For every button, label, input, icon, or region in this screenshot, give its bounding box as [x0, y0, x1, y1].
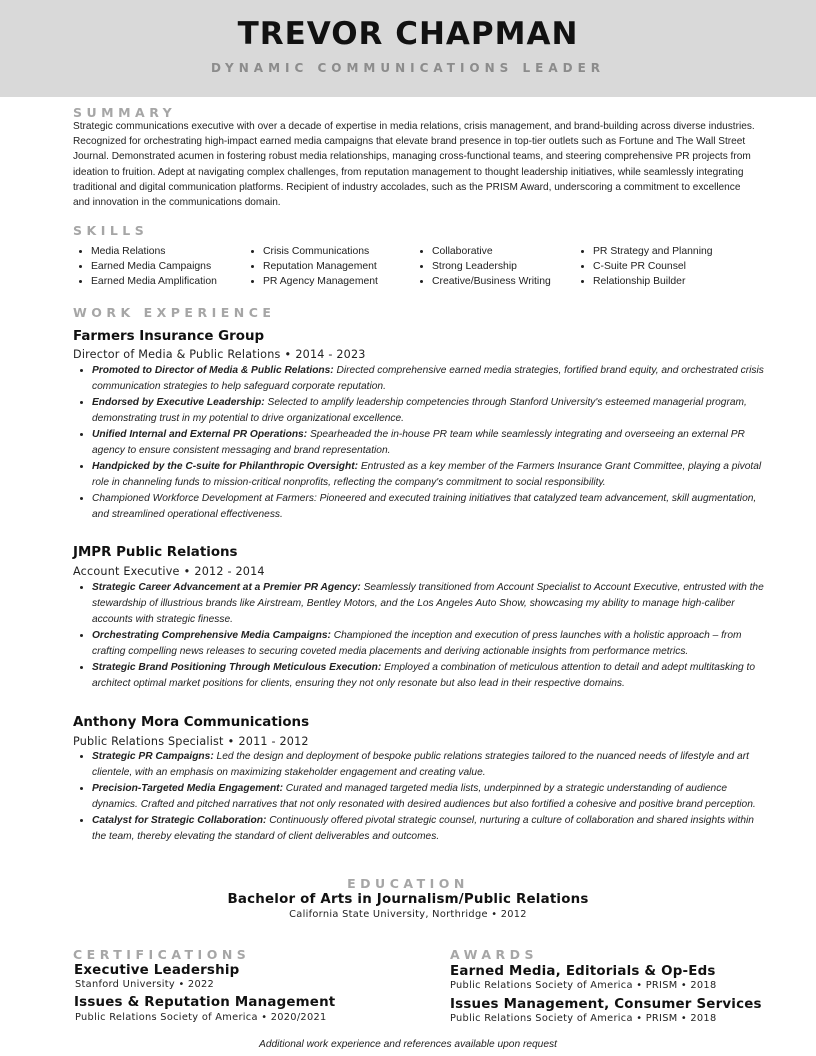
skill-item: • PR Strategy and Planning [593, 244, 713, 259]
skill-item: • Collaborative [432, 244, 551, 259]
bullet-lead: Unified Internal and External PR Operations: [92, 429, 308, 440]
bullet-text: Curated and managed targeted media lists, underpinned by a strategic understanding of audience dynamics. Crafted and pitched narratives that not only resonated with desired audiences but also fortified a cohesive and positive brand perception. [92, 783, 756, 810]
bullet-lead: Promoted to Director of Media & Public Relations: [92, 365, 334, 376]
education-title: EDUCATION [347, 876, 469, 891]
job-role-line [73, 735, 309, 748]
job-bullets [73, 363, 764, 523]
job-bullet [92, 781, 764, 813]
bullet-lead: Strategic Brand Positioning Through Meticulous Execution: [92, 662, 382, 673]
bullet-text: Employed a combination of meticulous attention to detail and adept multitasking to architect optimal market positions for clients, ensuring they not only resonate but also lead in their respective domains. [92, 662, 755, 689]
bullet-text: Selected to amplify leadership competencies through Stanford University's esteemed managerial program, demonstrating trust in my potential to drive organizational excellence. [92, 397, 747, 424]
bullet-lead: Handpicked by the C-suite for Philanthropic Oversight: [92, 461, 359, 472]
education-degree: Bachelor of Arts in Journalism/Public Relations [227, 892, 589, 907]
bullet-lead: Strategic PR Campaigns: [92, 751, 214, 762]
award-detail: Public Relations Society of America • PRISM • 2018 [450, 1013, 717, 1024]
job-bullet [92, 580, 764, 628]
job-bullet [92, 660, 764, 692]
skill-item: • Strong Leadership [432, 259, 551, 274]
skill-item: • Crisis Communications [263, 244, 378, 259]
job-company: Farmers Insurance Group [73, 329, 265, 344]
skill-item: • Media Relations [91, 244, 217, 259]
role-separator: • [183, 565, 191, 578]
job-bullet [92, 491, 764, 523]
job-company: JMPR Public Relations [73, 545, 238, 560]
bullet-text: Continuously offered pivotal strategic counsel, nurturing a culture of collaboration and shared insights within the team, thereby elevating the standard of client deliverables and outcomes. [92, 815, 754, 842]
bullet-text: Spearheaded the in-house PR team while seamlessly integrating and overseeing an external PR agency to ensure consistent messaging and brand representation. [92, 429, 745, 456]
bullet-text: Championed the inception and execution of press launches with a holistic approach – from crafting compelling news releases to securing coveted media placements and deriving actionable insights from performance metrics. [92, 630, 742, 657]
bullet-lead: Orchestrating Comprehensive Media Campaigns: [92, 630, 331, 641]
skill-item: • Creative/Business Writing [432, 274, 551, 289]
skill-item: • Earned Media Campaigns [91, 259, 217, 274]
certification-name: Executive Leadership [74, 963, 240, 978]
bullet-text: Directed comprehensive earned media strategies, fortified brand equity, and orchestrated crisis communication strategies to help safeguard corporate reputation. [92, 365, 764, 392]
bullet-text: Championed Workforce Development at Farmers: Pioneered and executed training initiatives that catalyzed team advancement, skill augmentation, and streamlined operational effectiveness. [92, 493, 757, 520]
skills-title: SKILLS [73, 223, 149, 238]
role-separator: • [284, 348, 292, 361]
summary-text: Strategic communications executive with over a decade of expertise in media relations, crisis management, and brand-building across diverse industries. Recognized for orchestrating high-impact earned media campaigns that elevate brand presence in top-tier outlets such as Fortune and The Wall Street Journal. Demonstrated acumen in fostering robust media relationships, managing cross-functional teams, and steering comprehensive PR projects from ideation to fruition. Adept at navigating complex challenges, from reputation management to thought leadership initiatives, while seamlessly integrating traditional and digital communication platforms. Recipient of industry accolades, such as the PRISM Award, underscoring a commitment to excellence and innovation in the communications domain. [73, 121, 755, 209]
skills-column-4 [575, 244, 713, 290]
experience-title: WORK EXPERIENCE [73, 305, 276, 320]
bullet-text: Seamlessly transitioned from Account Specialist to Account Executive, entrusted with the stewardship of illustrious brands like Airstream, Bentley Motors, and the Los Angeles Auto Show, showcasing my ability to manage high-caliber accounts with strategic finesse. [92, 582, 764, 625]
role-separator: • [227, 735, 235, 748]
candidate-tagline: DYNAMIC COMMUNICATIONS LEADER [210, 61, 606, 75]
skills-column-3 [414, 244, 551, 290]
bullet-text: Entrusted as a key member of the Farmers Insurance Grant Committee, playing a pivotal role in channeling funds to mission-critical nonprofits, reflecting the company's commitment to social responsibility. [92, 461, 762, 488]
award-name: Earned Media, Editorials & Op-Eds [450, 964, 716, 979]
bullet-lead: Strategic Career Advancement at a Premier PR Agency: [92, 582, 361, 593]
skill-item: • PR Agency Management [263, 274, 378, 289]
job-bullets [73, 749, 764, 845]
job-bullet [92, 749, 764, 781]
job-bullet [92, 459, 764, 491]
job-bullet [92, 427, 764, 459]
job-role: Public Relations Specialist [73, 735, 224, 748]
footer-note: Additional work experience and references available upon request [259, 1039, 557, 1050]
skill-item: • Relationship Builder [593, 274, 713, 289]
bullet-text: Led the design and deployment of bespoke public relations strategies tailored to the nuanced needs of lifestyle and art clientele, with an emphasis on maximizing stakeholder engagement and creating value. [92, 751, 749, 778]
job-bullet [92, 813, 764, 845]
skill-item: • C-Suite PR Counsel [593, 259, 713, 274]
summary-title: SUMMARY [73, 105, 177, 120]
job-bullets [73, 580, 764, 692]
certification-detail: Public Relations Society of America • 2020/2021 [75, 1012, 327, 1023]
certification-name: Issues & Reputation Management [74, 995, 336, 1010]
job-dates: 2014 - 2023 [295, 348, 366, 361]
certifications-title: CERTIFICATIONS [73, 947, 251, 962]
job-role: Account Executive [73, 565, 180, 578]
award-detail: Public Relations Society of America • PRISM • 2018 [450, 980, 717, 991]
job-role: Director of Media & Public Relations [73, 348, 281, 361]
job-dates: 2012 - 2014 [194, 565, 265, 578]
header-band [0, 0, 816, 97]
skills-column-2 [245, 244, 378, 290]
job-bullet [92, 395, 764, 427]
education-school: California State University, Northridge • 2012 [289, 909, 527, 920]
bullet-lead: Endorsed by Executive Leadership: [92, 397, 265, 408]
bullet-lead: Catalyst for Strategic Collaboration: [92, 815, 267, 826]
skill-item: • Earned Media Amplification [91, 274, 217, 289]
job-bullet [92, 628, 764, 660]
job-role-line [73, 565, 265, 578]
job-company: Anthony Mora Communications [73, 715, 310, 730]
job-dates: 2011 - 2012 [238, 735, 309, 748]
job-bullet [92, 363, 764, 395]
bullet-lead: Precision-Targeted Media Engagement: [92, 783, 283, 794]
skills-column-1 [73, 244, 217, 290]
awards-title: AWARDS [450, 947, 539, 962]
candidate-name: TREVOR CHAPMAN [237, 16, 579, 52]
job-role-line [73, 348, 366, 361]
award-name: Issues Management, Consumer Services [450, 997, 762, 1012]
certification-detail: Stanford University • 2022 [75, 979, 215, 990]
skill-item: • Reputation Management [263, 259, 378, 274]
